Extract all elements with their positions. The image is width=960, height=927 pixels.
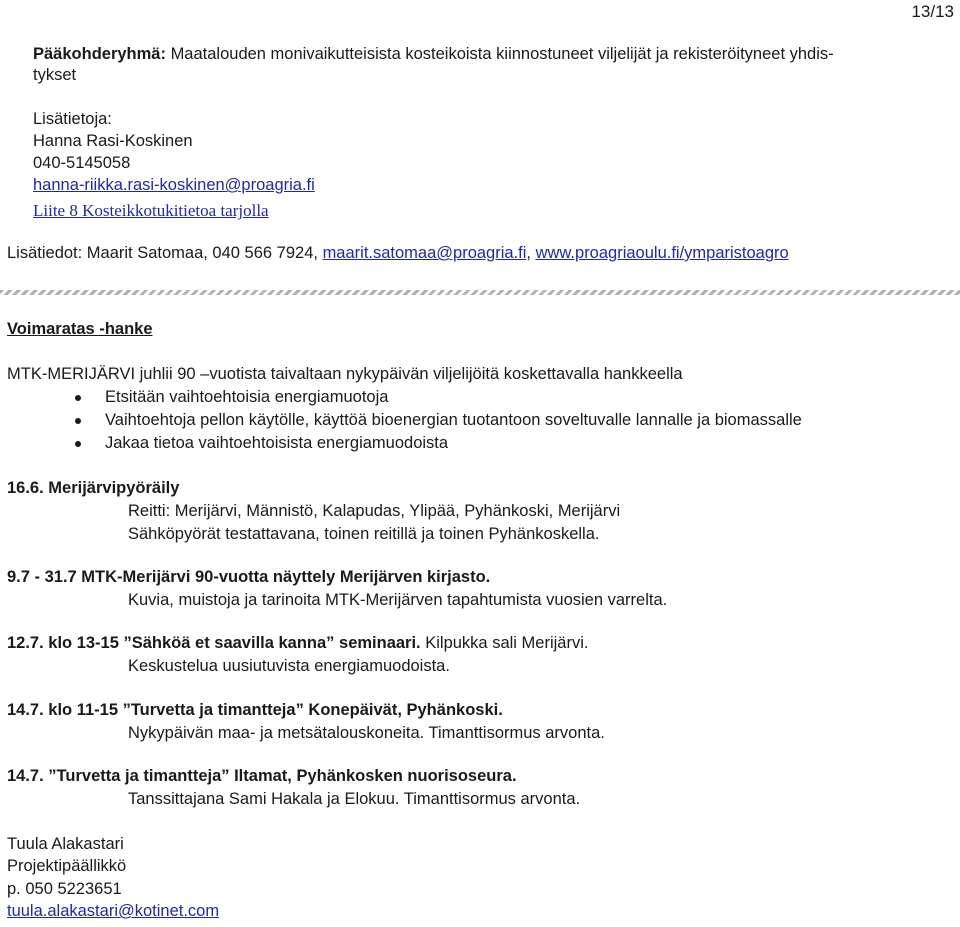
list-item-text: Vaihtoehtoja pellon käytölle, käyttöä bioenergian tuotantoon soveltuvalle lannalle ja biomassalle bbox=[105, 411, 802, 429]
contact2-prefix: Lisätiedot: Maarit Satomaa, 040 566 7924, bbox=[7, 244, 318, 262]
event-title-row bbox=[7, 634, 588, 653]
signature-email-link[interactable]: tuula.alakastari@kotinet.com bbox=[7, 902, 220, 920]
contact-name: Hanna Rasi-Koskinen bbox=[33, 132, 193, 150]
target-group-text: Maatalouden monivaikutteisista kosteikoista kiinnostuneet viljelijät ja rekisteröityneet yhdis- bbox=[170, 45, 834, 63]
event-line: Keskustelua uusiutuvista energiamuodoista. bbox=[128, 657, 450, 675]
event-line: Sähköpyörät testattavana, toinen reitillä ja toinen Pyhänkoskella. bbox=[128, 525, 600, 543]
signature-phone: p. 050 5223651 bbox=[7, 880, 122, 898]
bullet-icon bbox=[75, 395, 81, 401]
event-title: 14.7. klo 11-15 ”Turvetta ja timantteja” Konepäivät, Pyhänkoski. bbox=[7, 701, 503, 719]
bullet-icon bbox=[75, 418, 81, 424]
event-title: 9.7 - 31.7 MTK-Merijärvi 90-vuotta näyttely Merijärven kirjasto. bbox=[7, 568, 491, 586]
section-title: Voimaratas -hanke bbox=[7, 320, 153, 338]
target-group-line2: tykset bbox=[33, 66, 77, 84]
contact2-separator: , bbox=[526, 244, 531, 262]
event-title: 16.6. Merijärvipyöräily bbox=[7, 479, 180, 497]
bullet-icon bbox=[75, 441, 81, 447]
event-title-suffix: Kilpukka sali Merijärvi. bbox=[420, 634, 589, 652]
contact2-line bbox=[7, 244, 789, 263]
event-title: 14.7. ”Turvetta ja timantteja” Iltamat, Pyhänkosken nuorisoseura. bbox=[7, 767, 517, 785]
list-item bbox=[105, 434, 448, 453]
target-group-label: Pääkohderyhmä: bbox=[33, 45, 166, 63]
list-item-text: Etsitään vaihtoehtoisia energiamuotoja bbox=[105, 388, 389, 406]
contact-email-link[interactable]: hanna-riikka.rasi-koskinen@proagria.fi bbox=[33, 176, 315, 194]
attachment-link[interactable]: Liite 8 Kosteikkotukitietoa tarjolla bbox=[33, 201, 269, 220]
signature-name: Tuula Alakastari bbox=[7, 835, 124, 853]
event-title: 12.7. klo 13-15 ”Sähköä et saavilla kanna” seminaari. bbox=[7, 634, 421, 652]
contact2-email-link[interactable]: maarit.satomaa@proagria.fi bbox=[322, 244, 527, 262]
event-line: Reitti: Merijärvi, Männistö, Kalapudas, Ylipää, Pyhänkoski, Merijärvi bbox=[128, 502, 621, 520]
section-intro: MTK-MERIJÄRVI juhlii 90 –vuotista taivaltaan nykypäivän viljelijöitä koskettavalla hankkeella bbox=[7, 365, 683, 383]
list-item bbox=[105, 411, 802, 430]
contact-phone: 040-5145058 bbox=[33, 154, 131, 172]
contact2-website-link[interactable]: www.proagriaoulu.fi/ymparistoagro bbox=[535, 244, 789, 262]
event-line: Tanssittajana Sami Hakala ja Elokuu. Timanttisormus arvonta. bbox=[128, 790, 581, 808]
event-line: Nykypäivän maa- ja metsätalouskoneita. Timanttisormus arvonta. bbox=[128, 724, 605, 742]
contact-heading: Lisätietoja: bbox=[33, 110, 112, 128]
event-line: Kuvia, muistoja ja tarinoita MTK-Merijärven tapahtumista vuosien varrelta. bbox=[128, 591, 668, 609]
signature-title: Projektipäällikkö bbox=[7, 857, 127, 875]
list-item bbox=[105, 388, 388, 407]
list-item-text: Jakaa tietoa vaihtoehtoisista energiamuodoista bbox=[105, 434, 449, 452]
page-number: 13/13 bbox=[911, 2, 954, 21]
target-group-line1 bbox=[33, 45, 834, 64]
section-divider bbox=[0, 290, 960, 295]
